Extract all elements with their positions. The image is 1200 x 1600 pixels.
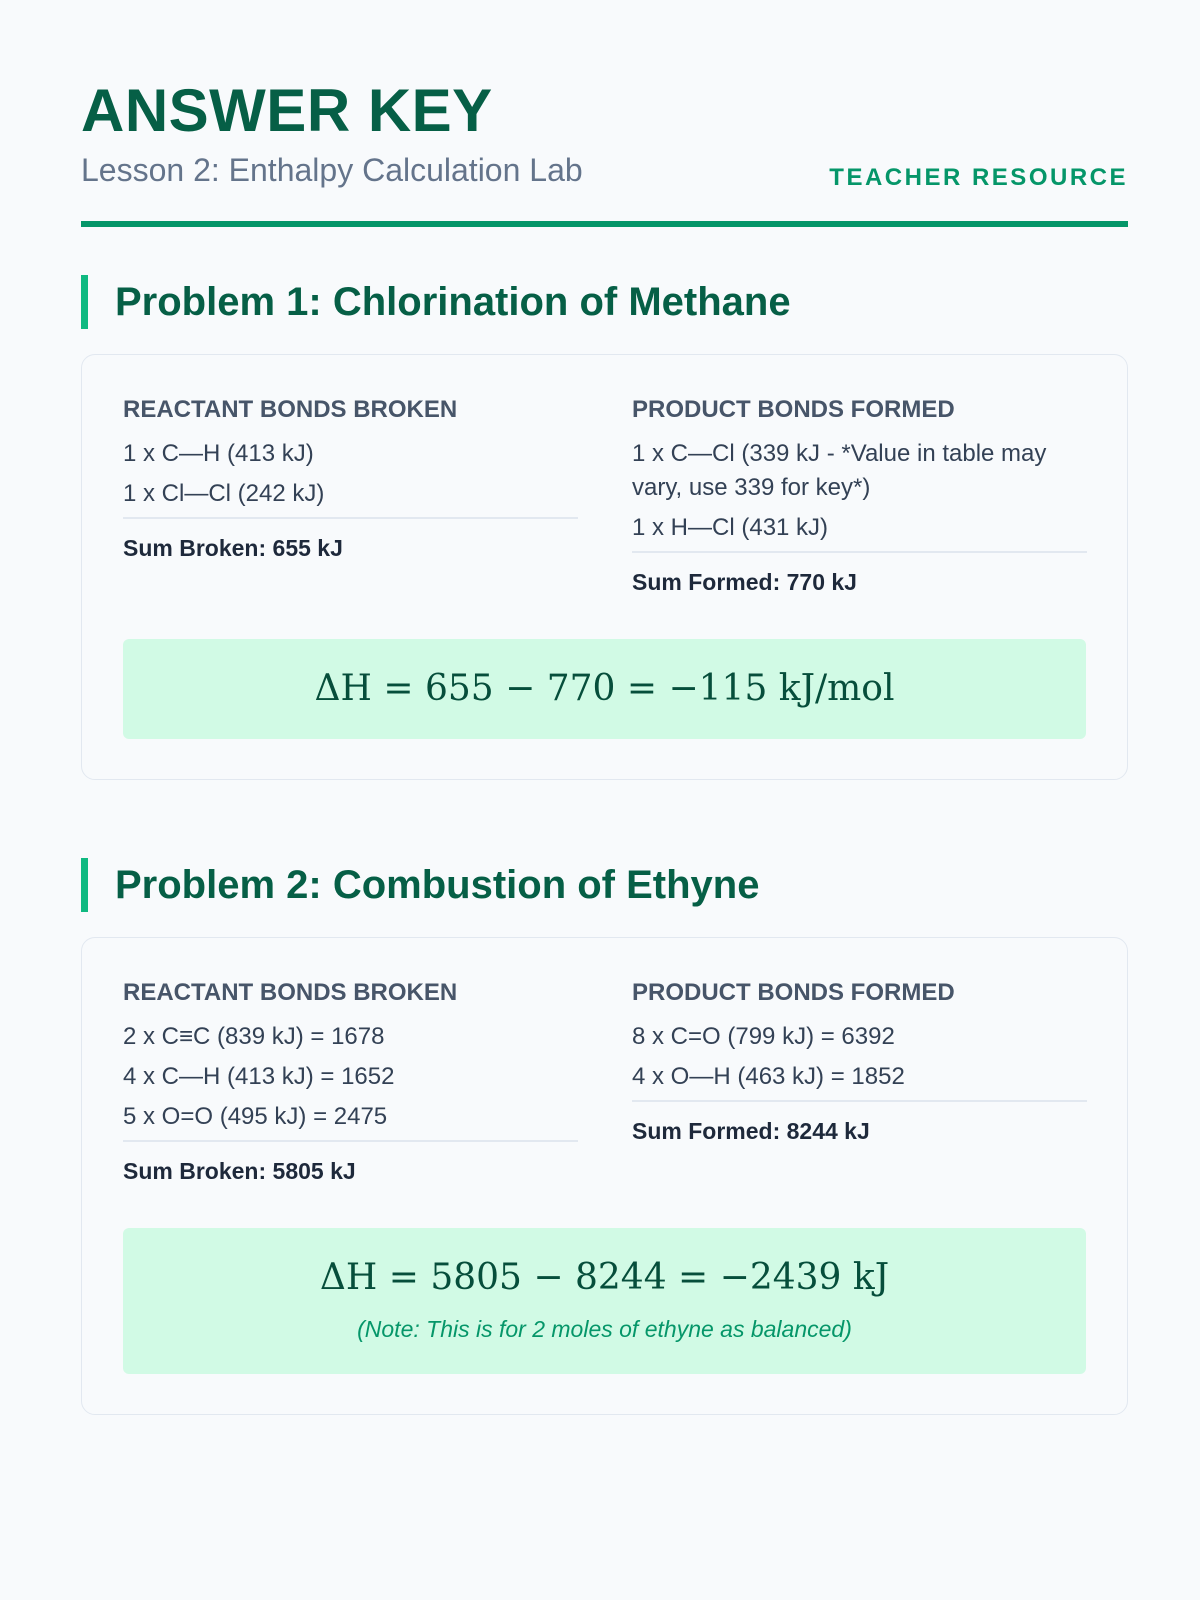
column-divider <box>632 1100 1087 1102</box>
bond-line: 1 x H—Cl (431 kJ) <box>632 514 829 541</box>
product-bonds-title: PRODUCT BONDS FORMED <box>632 396 955 423</box>
reactant-bonds-column <box>123 395 578 563</box>
product-bonds-column <box>632 395 1087 597</box>
problem-1-card <box>81 354 1128 780</box>
bond-line: 8 x C=O (799 kJ) = 6392 <box>632 1023 895 1050</box>
problem-2-heading: Problem 2: Combustion of Ethyne <box>81 858 1128 912</box>
product-bonds-title: PRODUCT BONDS FORMED <box>632 979 955 1006</box>
bond-line: 2 x C≡C (839 kJ) = 1678 <box>123 1023 385 1050</box>
bond-line: 1 x Cl—Cl (242 kJ) <box>123 480 325 507</box>
enthalpy-equation: ΔH = 655 − 770 = −115 kJ/mol <box>314 668 895 709</box>
enthalpy-equation: ΔH = 5805 − 8244 = −2439 kJ <box>319 1257 890 1298</box>
bond-line: 4 x O—H (463 kJ) = 1852 <box>632 1063 905 1090</box>
bond-line: 4 x C—H (413 kJ) = 1652 <box>123 1063 395 1090</box>
page-title: ANSWER KEY <box>81 77 493 144</box>
bond-line: 1 x C—Cl (339 kJ - *Value in table may vary, use 339 for key*) <box>632 440 1047 501</box>
reactant-bonds-title: REACTANT BONDS BROKEN <box>123 979 458 1006</box>
bond-line: 5 x O=O (495 kJ) = 2475 <box>123 1103 388 1130</box>
column-divider <box>123 1140 578 1142</box>
problem-2-card <box>81 937 1128 1415</box>
column-divider <box>632 551 1087 553</box>
reactant-bonds-column <box>123 978 578 1186</box>
problem-1-heading: Problem 1: Chlorination of Methane <box>81 275 1128 329</box>
enthalpy-result <box>123 1228 1086 1374</box>
header <box>81 78 1128 190</box>
sum-broken: Sum Broken: 655 kJ <box>123 534 343 561</box>
header-divider <box>81 221 1128 227</box>
bond-line: 1 x C—H (413 kJ) <box>123 440 314 467</box>
reactant-bonds-title: REACTANT BONDS BROKEN <box>123 396 458 423</box>
enthalpy-result <box>123 639 1086 739</box>
teacher-resource-label: TEACHER RESOURCE <box>829 164 1128 191</box>
sum-formed: Sum Formed: 770 kJ <box>632 568 857 595</box>
sum-formed: Sum Formed: 8244 kJ <box>632 1117 870 1144</box>
enthalpy-note: (Note: This is for 2 moles of ethyne as balanced) <box>357 1316 852 1342</box>
page-subtitle: Lesson 2: Enthalpy Calculation Lab <box>81 152 583 188</box>
sum-broken: Sum Broken: 5805 kJ <box>123 1157 356 1184</box>
column-divider <box>123 517 578 519</box>
product-bonds-column <box>632 978 1087 1146</box>
